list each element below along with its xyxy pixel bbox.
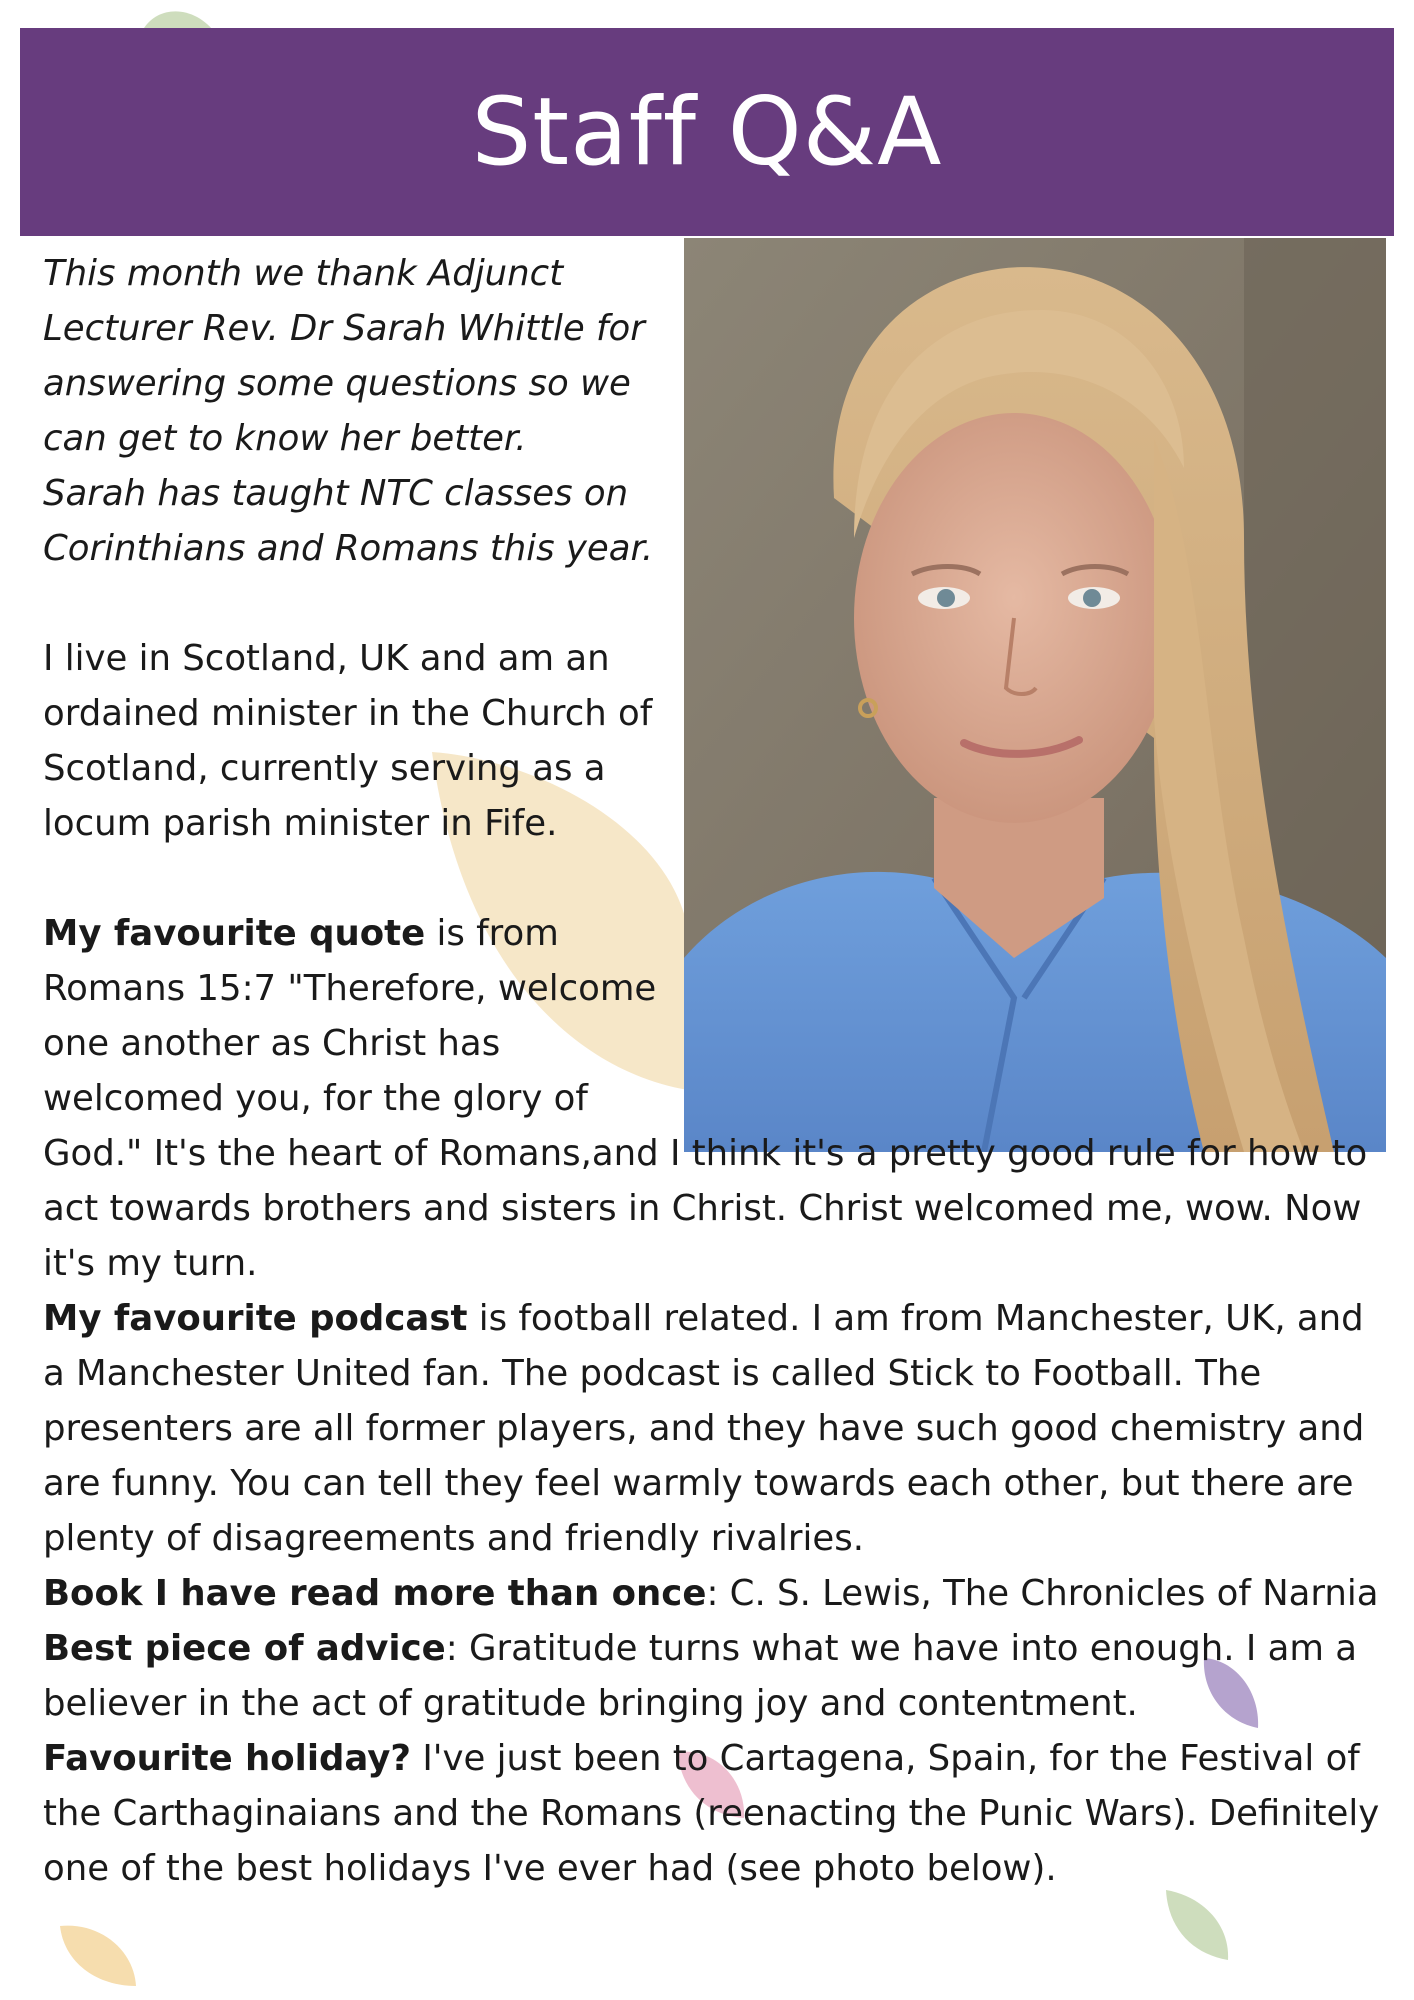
qa-answer: I've just been to Cartagena, Spain, for the Festival of the Carthaginaians and the Romans (reenacting the Punic Wars). Definitely one of the best holidays I've ever had (see photo below). (43, 1738, 1380, 1889)
qa-answer: is football related. I am from Manchester, UK, and a Manchester United fan. The podcast is called Stick to Football. The presenters are all former players, and they have such good chemistry and are funny. You can tell they feel warmly towards each other, but there are plenty of disagreements and friendly rivalries. (43, 1298, 1365, 1559)
qa-label: Book I have read more than once (43, 1573, 707, 1614)
qa-favourite-quote (43, 906, 1383, 1291)
qa-book-read-more-than-once (43, 1566, 1383, 1621)
qa-best-advice (43, 1621, 1383, 1731)
header-banner (20, 28, 1394, 236)
page-title: Staff Q&A (471, 77, 943, 187)
qa-answer: is from Romans 15:7 "Therefore, welcome one another as Christ has welcomed you, for the glory of God." It's the heart of Romans,and I think it's a pretty good rule for how to act towards brothers and sisters in Christ. Christ welcomed me, wow. Now it's my turn. (43, 913, 1368, 1284)
qa-favourite-podcast (43, 1291, 1383, 1566)
leaf-green-bottom-decoration (1158, 1884, 1238, 1964)
qa-label: My favourite quote (43, 913, 426, 954)
qa-label: My favourite podcast (43, 1298, 468, 1339)
bio-paragraph: I live in Scotland, UK and am an ordained minister in the Church of Scotland, currently serving as a locum parish minister in Fife. (43, 638, 653, 844)
qa-answer: : Gratitude turns what we have into enough. I am a believer in the act of gratitude bringing joy and contentment. (43, 1628, 1357, 1724)
leaf-yellow-bottom-decoration (56, 1920, 140, 1990)
article-body (43, 246, 1383, 1896)
qa-answer: : C. S. Lewis, The Chronicles of Narnia (706, 1573, 1379, 1614)
intro-paragraph (43, 246, 673, 576)
qa-label: Best piece of advice (43, 1628, 446, 1669)
intro-text: This month we thank Adjunct Lecturer Rev. Dr Sarah Whittle for answering some questions so we can get to know her better. (43, 253, 645, 459)
qa-label: Favourite holiday? (43, 1738, 412, 1779)
photo-wrap-spacer (673, 906, 1383, 1091)
qa-favourite-holiday (43, 1731, 1383, 1896)
intro-text-classes: Sarah has taught NTC classes on Corinthians and Romans this year. (43, 473, 654, 569)
